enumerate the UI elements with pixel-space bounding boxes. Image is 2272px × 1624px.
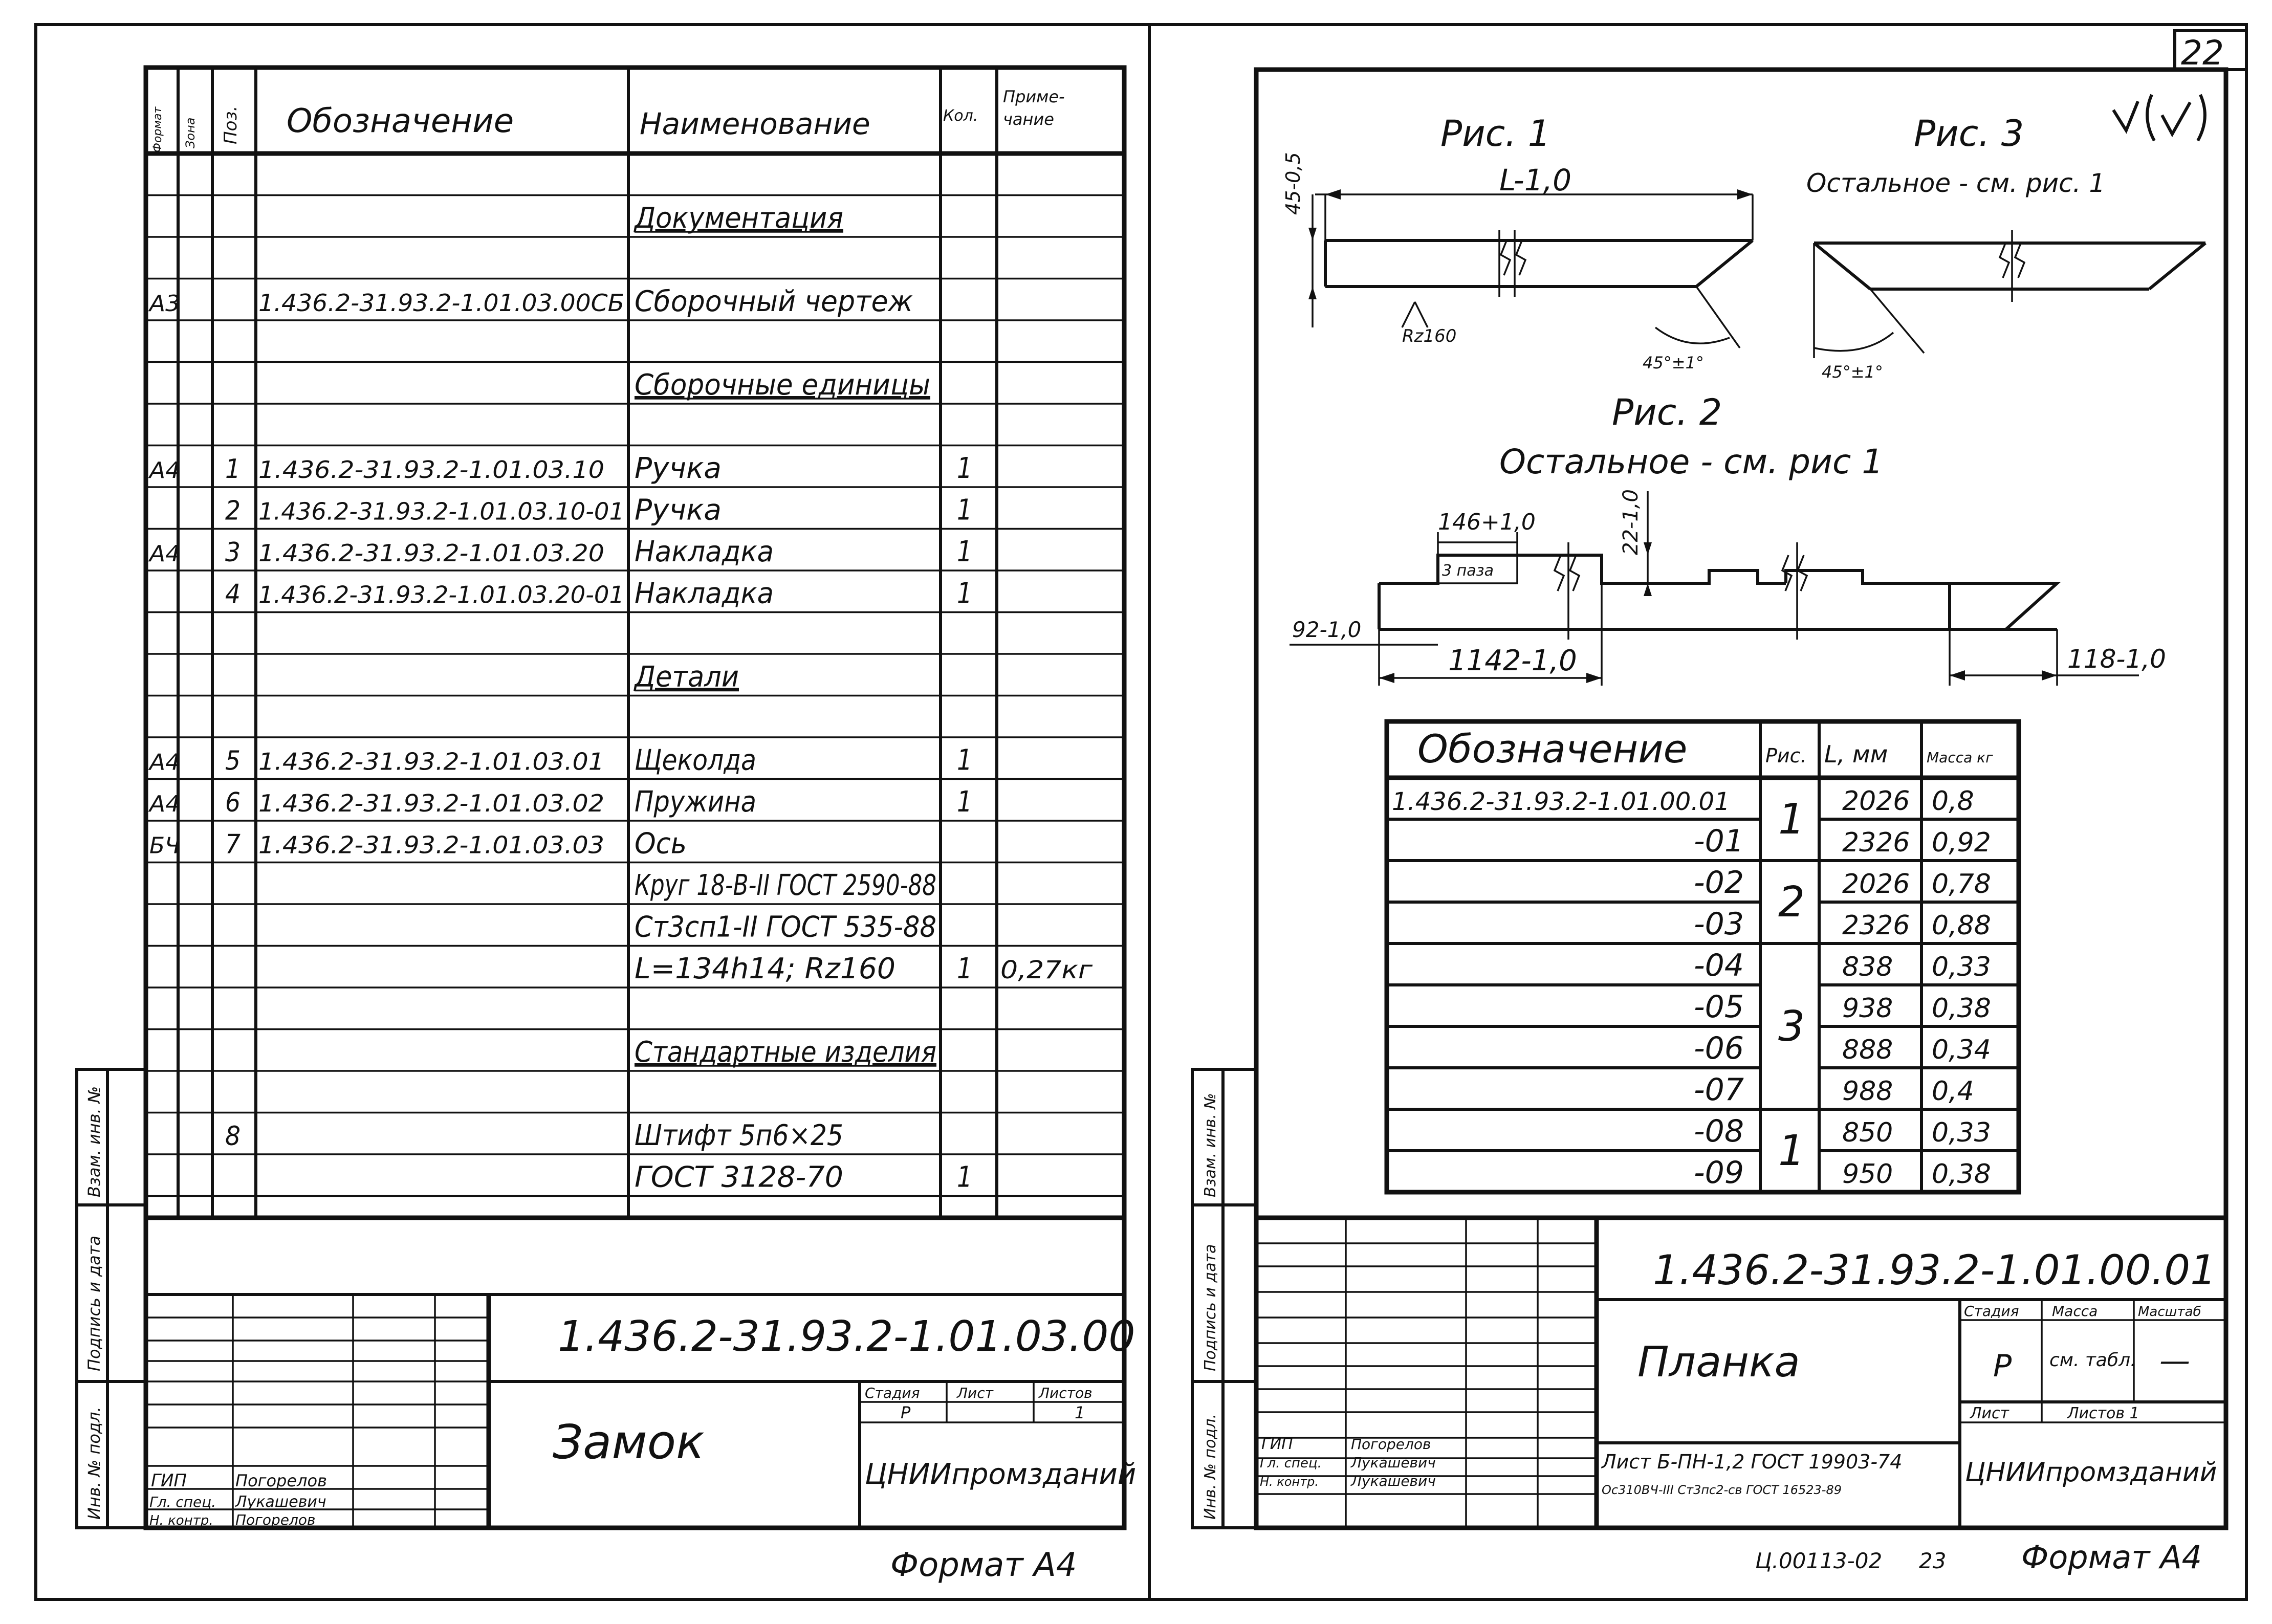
left-signer-role-0: ГИП bbox=[151, 1471, 187, 1491]
spec-cell-name: Ст3сп1-II ГОСТ 535-88 bbox=[635, 910, 936, 944]
variant-length: 2326 bbox=[1842, 827, 1910, 858]
fig3-drawing bbox=[1814, 230, 2205, 358]
spec-cell-pos: 3 bbox=[225, 537, 241, 568]
fig2-slots: 3 паза bbox=[1442, 562, 1494, 580]
spec-cell-qty: 1 bbox=[957, 577, 972, 610]
left-stage: Р bbox=[901, 1403, 911, 1422]
left-sheets: 1 bbox=[1075, 1403, 1085, 1422]
right-stage-label: Стадия bbox=[1964, 1303, 2019, 1320]
right-signer-name-0: Погорелов bbox=[1351, 1436, 1431, 1453]
header-qty: Кол. bbox=[943, 107, 978, 125]
right-sheet-label: Лист bbox=[1970, 1404, 2009, 1422]
spec-cell-des: 1.436.2-31.93.2-1.01.03.02 bbox=[258, 789, 604, 817]
spec-cell-name: Ручка bbox=[635, 452, 722, 485]
right-scale-label: Масштаб bbox=[2138, 1304, 2201, 1320]
fig1-roughness: Rz160 bbox=[1402, 326, 1457, 346]
right-side-label-repl: Взам. инв. № bbox=[1201, 1093, 1219, 1197]
variant-length: 2326 bbox=[1842, 910, 1910, 941]
variant-mass: 0,34 bbox=[1932, 1035, 1991, 1065]
variant-designation: -06 bbox=[1694, 1030, 1744, 1066]
spec-cell-des: 1.436.2-31.93.2-1.01.03.20 bbox=[258, 539, 604, 567]
variants-header-mass: Масса кг bbox=[1927, 749, 1993, 766]
right-scale: — bbox=[2159, 1343, 2190, 1379]
variant-mass: 0,38 bbox=[1932, 1159, 1991, 1190]
variant-fig-number: 1 bbox=[1778, 1127, 1805, 1175]
variant-mass: 0,78 bbox=[1932, 869, 1991, 899]
header-name: Наименование bbox=[640, 106, 870, 141]
variant-fig-number: 1 bbox=[1778, 795, 1805, 844]
spec-cell-name: L=134h14; Rz160 bbox=[635, 952, 895, 985]
fig2-dim-1142: 1142-1,0 bbox=[1448, 644, 1577, 677]
variant-length: 2026 bbox=[1842, 869, 1910, 899]
left-side-label-repl: Взам. инв. № bbox=[84, 1086, 104, 1197]
spec-cell-name: Круг 18-В-II ГОСТ 2590-88 bbox=[635, 869, 936, 902]
variant-designation: -09 bbox=[1694, 1155, 1744, 1191]
spec-cell-pos: 6 bbox=[225, 787, 241, 818]
spec-cell-name: Щеколда bbox=[635, 743, 756, 777]
left-signer-role-2: Н. контр. bbox=[149, 1513, 213, 1528]
sheet-number: 22 bbox=[2181, 33, 2224, 73]
spec-cell-name: ГОСТ 3128-70 bbox=[635, 1160, 843, 1194]
footer-code: Ц.00113-02 bbox=[1755, 1548, 1883, 1573]
spec-cell-des: 1.436.2-31.93.2-1.01.03.10 bbox=[258, 456, 604, 484]
variant-length: 938 bbox=[1842, 993, 1893, 1024]
spec-cell-name: Ось bbox=[635, 827, 687, 861]
header-note-line1: Приме- bbox=[1003, 87, 1065, 106]
spec-cell-name: Документация bbox=[633, 202, 843, 235]
right-org: ЦНИИпромзданий bbox=[1965, 1457, 2217, 1488]
header-pos: Поз. bbox=[221, 105, 241, 144]
left-sheet bbox=[77, 68, 1136, 1584]
spec-cell-note: 0,27кг bbox=[1000, 956, 1093, 984]
spec-cell-qty: 1 bbox=[957, 743, 972, 777]
left-signer-name-1: Лукашевич bbox=[235, 1493, 326, 1511]
left-org: ЦНИИпромзданий bbox=[865, 1458, 1137, 1491]
fig1-dim-length: L-1,0 bbox=[1499, 163, 1571, 197]
spec-cell-qty: 1 bbox=[957, 952, 972, 985]
left-sheet-label: Лист bbox=[957, 1385, 993, 1401]
spec-cell-qty: 1 bbox=[957, 1160, 972, 1194]
right-signer-role-0: ГИП bbox=[1261, 1435, 1293, 1453]
left-signer-role-1: Гл. спец. bbox=[149, 1494, 216, 1510]
variant-designation: -04 bbox=[1694, 948, 1744, 983]
left-side-label-sign: Подпись и дата bbox=[84, 1235, 104, 1371]
header-note bbox=[1003, 87, 1070, 129]
right-mass-label: Масса bbox=[2052, 1303, 2098, 1320]
variant-mass: 0,33 bbox=[1932, 1117, 1991, 1148]
variant-designation: -05 bbox=[1694, 989, 1744, 1025]
spec-cell-pos: 7 bbox=[225, 829, 241, 860]
variants-table bbox=[1387, 721, 2019, 1192]
spec-table-body bbox=[148, 202, 1093, 1194]
right-drawing-code: 1.436.2-31.93.2-1.01.00.01 bbox=[1653, 1246, 2217, 1294]
fig2-dim-92: 92-1,0 bbox=[1292, 617, 1362, 642]
check-circle-icon bbox=[2147, 95, 2205, 141]
variant-mass: 0,38 bbox=[1932, 993, 1991, 1024]
right-signer-name-1: Лукашевич bbox=[1351, 1454, 1436, 1471]
fig3-angle: 45°±1° bbox=[1822, 362, 1883, 382]
left-format: Формат А4 bbox=[890, 1546, 1077, 1584]
fig1-angle: 45°±1° bbox=[1643, 353, 1704, 372]
spec-cell-fmt: А3 bbox=[147, 291, 180, 317]
right-material-1: Лист Б-ПН-1,2 ГОСТ 19903-74 bbox=[1602, 1451, 1903, 1473]
spec-cell-fmt: А4 bbox=[147, 457, 180, 484]
variant-length: 850 bbox=[1842, 1117, 1893, 1148]
variant-designation: -02 bbox=[1694, 865, 1744, 901]
spec-cell-fmt: А4 bbox=[147, 541, 180, 567]
variant-length: 838 bbox=[1842, 952, 1893, 982]
variants-header-L: L, мм bbox=[1824, 740, 1888, 768]
fig1-drawing bbox=[1308, 189, 1753, 348]
spec-cell-name: Накладка bbox=[635, 577, 774, 610]
left-sheets-label: Листов bbox=[1039, 1385, 1093, 1401]
variant-designation: -08 bbox=[1694, 1113, 1744, 1149]
spec-cell-pos: 4 bbox=[225, 579, 241, 610]
variant-mass: 0,4 bbox=[1932, 1076, 1974, 1107]
spec-cell-des: 1.436.2-31.93.2-1.01.03.00СБ bbox=[258, 289, 624, 317]
variant-designation: 1.436.2-31.93.2-1.01.00.01 bbox=[1392, 787, 1730, 816]
fig2-title: Рис. 2 bbox=[1612, 391, 1722, 433]
fig2-note: Остальное - см. рис 1 bbox=[1499, 442, 1884, 481]
right-material-2: Ос310ВЧ-III Ст3пс2-св ГОСТ 16523-89 bbox=[1602, 1483, 1842, 1497]
fig2-drawing bbox=[1290, 491, 2139, 686]
fig1-dim-height: 45-0,5 bbox=[1282, 152, 1304, 215]
spec-cell-name: Сборочный чертеж bbox=[635, 285, 913, 318]
left-side-label-inv: Инв. № подл. bbox=[84, 1407, 104, 1520]
variant-mass: 0,8 bbox=[1932, 786, 1974, 817]
variant-designation: -01 bbox=[1694, 823, 1744, 859]
fig3-note: Остальное - см. рис. 1 bbox=[1806, 168, 2106, 198]
spec-cell-name: Ручка bbox=[635, 493, 722, 527]
header-zone: Зона bbox=[183, 117, 198, 148]
variant-length: 988 bbox=[1842, 1076, 1893, 1107]
spec-cell-des: 1.436.2-31.93.2-1.01.03.01 bbox=[258, 748, 604, 776]
left-drawing-code: 1.436.2-31.93.2-1.01.03.00 bbox=[558, 1312, 1135, 1361]
spec-cell-pos: 8 bbox=[225, 1121, 241, 1152]
right-sheets-label: Листов 1 bbox=[2067, 1404, 2139, 1422]
check-mark-icon bbox=[2113, 101, 2138, 130]
left-stage-label: Стадия bbox=[865, 1385, 920, 1401]
left-signer-name-2: Погорелов bbox=[235, 1511, 316, 1528]
right-stage: Р bbox=[1993, 1348, 2012, 1384]
variant-length: 950 bbox=[1842, 1159, 1893, 1190]
right-side-label-sign: Подпись и дата bbox=[1201, 1244, 1219, 1371]
fig1-title: Рис. 1 bbox=[1440, 113, 1551, 155]
spec-cell-fmt: А4 bbox=[147, 791, 180, 817]
variant-fig-number: 2 bbox=[1778, 878, 1805, 927]
left-signer-name-0: Погорелов bbox=[235, 1471, 327, 1490]
fig2-dim-118: 118-1,0 bbox=[2067, 644, 2166, 674]
spec-cell-qty: 1 bbox=[957, 452, 972, 485]
fig2-dim-146: 146+1,0 bbox=[1438, 509, 1536, 535]
variants-header-des: Обозначение bbox=[1417, 726, 1688, 772]
variant-length: 888 bbox=[1842, 1035, 1893, 1065]
spec-cell-qty: 1 bbox=[957, 535, 972, 568]
spec-cell-pos: 2 bbox=[225, 495, 241, 526]
right-signer-role-2: Н. контр. bbox=[1260, 1475, 1319, 1489]
right-signer-name-2: Лукашевич bbox=[1351, 1473, 1436, 1489]
right-format: Формат А4 bbox=[2021, 1539, 2202, 1576]
spec-cell-pos: 1 bbox=[225, 454, 241, 485]
header-designation: Обозначение bbox=[287, 102, 514, 140]
right-part-name: Планка bbox=[1637, 1338, 1800, 1387]
fig2-dim-22: 22-1,0 bbox=[1619, 489, 1643, 555]
right-sheet bbox=[1192, 31, 2246, 1576]
variant-designation: -03 bbox=[1694, 906, 1744, 942]
variant-mass: 0,33 bbox=[1932, 952, 1991, 982]
left-part-name: Замок bbox=[553, 1415, 705, 1469]
spec-cell-fmt: БЧ bbox=[149, 832, 180, 859]
variant-mass: 0,92 bbox=[1932, 827, 1991, 858]
spec-table-header bbox=[151, 87, 1070, 152]
spec-cell-fmt: А4 bbox=[147, 749, 180, 776]
right-mass: см. табл. bbox=[2049, 1350, 2136, 1371]
right-signer-role-1: Гл. спец. bbox=[1260, 1456, 1322, 1471]
fig3-title: Рис. 3 bbox=[1914, 113, 2024, 155]
variant-length: 2026 bbox=[1842, 786, 1910, 817]
header-format: Формат bbox=[151, 106, 164, 152]
spec-cell-des: 1.436.2-31.93.2-1.01.03.20-01 bbox=[258, 581, 624, 609]
variant-mass: 0,88 bbox=[1932, 910, 1991, 941]
spec-cell-qty: 1 bbox=[957, 785, 972, 819]
variant-designation: -07 bbox=[1694, 1072, 1744, 1108]
spec-cell-name: Стандартные изделия bbox=[635, 1036, 936, 1069]
right-side-label-inv: Инв. № подл. bbox=[1201, 1414, 1219, 1520]
spec-cell-name: Штифт 5п6×25 bbox=[635, 1119, 843, 1152]
spec-cell-name: Детали bbox=[633, 660, 739, 694]
spec-cell-des: 1.436.2-31.93.2-1.01.03.03 bbox=[258, 831, 604, 859]
variants-header-fig: Рис. bbox=[1765, 744, 1807, 767]
spec-cell-qty: 1 bbox=[957, 493, 972, 527]
footer-page: 23 bbox=[1919, 1548, 1947, 1573]
spec-cell-pos: 5 bbox=[225, 745, 241, 777]
spec-cell-des: 1.436.2-31.93.2-1.01.03.10-01 bbox=[258, 497, 624, 525]
spec-cell-name: Накладка bbox=[635, 535, 774, 568]
spec-cell-name: Сборочные единицы bbox=[635, 368, 930, 402]
spec-cell-name: Пружина bbox=[635, 785, 756, 819]
header-note-line2: чание bbox=[1003, 109, 1054, 129]
variant-fig-number: 3 bbox=[1778, 1002, 1805, 1051]
